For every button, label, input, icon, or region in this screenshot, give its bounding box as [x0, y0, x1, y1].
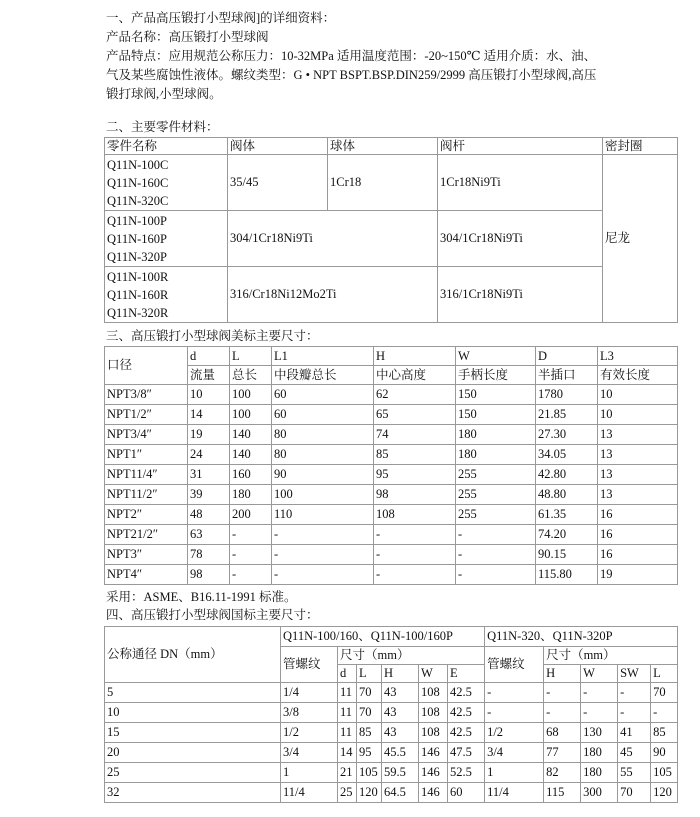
- table-row: [105, 565, 678, 585]
- table-header-row: [105, 347, 678, 366]
- table-row: [105, 405, 678, 425]
- table-header-cell: 公称通径 DN（mm）: [105, 627, 281, 683]
- section-2-heading: 二、主要零件材料：: [106, 120, 219, 134]
- table-cell: 14: [338, 743, 357, 763]
- symbol-cell: H: [374, 347, 456, 366]
- table-cell: NPT11/2″: [105, 485, 188, 505]
- table-header-cell: 口径: [105, 347, 188, 385]
- materials-table: [104, 137, 678, 323]
- dimension-name-cell: 有效长度: [598, 366, 678, 385]
- product-feature-line: 气及某些腐蚀性液体。螺纹类型：G • NPT BSPT.BSP.DIN259/2999 高压锻打小型球阀,高压: [106, 68, 597, 82]
- table-cell: 5: [105, 683, 281, 703]
- table-header-row: [105, 138, 678, 155]
- table-cell: 25: [105, 763, 281, 783]
- table-cell: 98: [374, 485, 456, 505]
- table-cell: 74.20: [536, 525, 598, 545]
- model-name: Q11N-100P: [107, 213, 167, 228]
- table-cell: 3/4: [485, 743, 544, 763]
- table-cell: 100: [272, 485, 374, 505]
- model-name: Q11N-320P: [107, 249, 167, 264]
- table-cell: 85: [357, 723, 382, 743]
- table-row: [105, 783, 678, 803]
- table-cell: 100: [230, 385, 272, 405]
- table-cell: 34.05: [536, 445, 598, 465]
- table-cell: 11: [338, 703, 357, 723]
- table-cell: 14: [188, 405, 230, 425]
- us-dimensions-body: [105, 385, 678, 585]
- table-cell: -: [485, 683, 544, 703]
- product-feature-line: 产品特点：应用规范公称压力：10-32MPa 适用温度范围：-20~150℃ 适用介质：水、油、: [106, 49, 597, 63]
- table-cell: 105: [357, 763, 382, 783]
- us-dimensions-table: [104, 346, 678, 585]
- model-list-cell: [105, 211, 228, 267]
- table-cell: 39: [188, 485, 230, 505]
- table-cell: -: [230, 565, 272, 585]
- symbol-cell: D: [536, 347, 598, 366]
- table-header-cell: 零件名称: [105, 138, 228, 155]
- table-row: [105, 743, 678, 763]
- table-cell: 85: [651, 723, 678, 743]
- stem-material-cell: 1Cr18Ni9Ti: [438, 155, 603, 211]
- table-row: [105, 505, 678, 525]
- stem-material-cell: 304/1Cr18Ni9Ti: [438, 211, 603, 267]
- table-cell: 80: [272, 445, 374, 465]
- table-cell: 90.15: [536, 545, 598, 565]
- table-cell: 180: [456, 445, 536, 465]
- table-cell: -: [374, 565, 456, 585]
- table-cell: 108: [419, 683, 448, 703]
- table-cell: 11/4: [485, 783, 544, 803]
- table-cell: -: [374, 525, 456, 545]
- table-cell: 140: [230, 425, 272, 445]
- table-cell: 1: [281, 763, 338, 783]
- table-cell: -: [456, 545, 536, 565]
- table-cell: NPT2″: [105, 505, 188, 525]
- table-cell: 60: [272, 405, 374, 425]
- table-cell: 21: [338, 763, 357, 783]
- symbol-cell: W: [419, 665, 448, 683]
- table-cell: 180: [581, 763, 618, 783]
- table-cell: 13: [598, 445, 678, 465]
- size-header: 尺寸（mm）: [338, 647, 485, 665]
- table-cell: 42.5: [448, 683, 485, 703]
- dimension-name-cell: 手柄长度: [456, 366, 536, 385]
- table-cell: -: [272, 565, 374, 585]
- table-cell: 16: [598, 505, 678, 525]
- section-3-heading: 三、高压锻打小型球阀美标主要尺寸：: [106, 329, 319, 343]
- table-cell: 77: [544, 743, 581, 763]
- model-name: Q11N-160R: [107, 287, 169, 302]
- table-row: [105, 723, 678, 743]
- standard-note: 采用：ASME、B16.11-1991 标准。: [106, 590, 297, 604]
- table-header-cell: 球体: [328, 138, 438, 155]
- table-cell: 100: [230, 405, 272, 425]
- table-cell: 13: [598, 465, 678, 485]
- table-cell: 60: [272, 385, 374, 405]
- table-cell: 10: [598, 385, 678, 405]
- table-cell: 42.5: [448, 703, 485, 723]
- table-cell: 1/2: [485, 723, 544, 743]
- table-cell: 120: [357, 783, 382, 803]
- ball-material-cell: 1Cr18: [328, 155, 438, 211]
- section-1-heading: 一、产品高压锻打小型球阀]的详细资料：: [106, 11, 336, 25]
- table-cell: 95: [374, 465, 456, 485]
- table-cell: NPT3/8″: [105, 385, 188, 405]
- table-cell: 255: [456, 465, 536, 485]
- section-4-heading: 四、高压锻打小型球阀国标主要尺寸：: [106, 608, 319, 622]
- table-cell: 19: [188, 425, 230, 445]
- table-cell: 130: [581, 723, 618, 743]
- table-cell: 90: [651, 743, 678, 763]
- table-cell: 16: [598, 545, 678, 565]
- table-cell: 43: [382, 683, 419, 703]
- table-cell: 82: [544, 763, 581, 783]
- table-row: [105, 445, 678, 465]
- model-group-header: Q11N-320、Q11N-320P: [485, 627, 678, 647]
- product-name-line: 产品名称：高压锻打小型球阀: [106, 30, 269, 44]
- body-ball-material-cell: 316/Cr18Ni12Mo2Ti: [228, 267, 438, 323]
- table-cell: 70: [357, 683, 382, 703]
- symbol-cell: L: [651, 665, 678, 683]
- table-cell: 120: [651, 783, 678, 803]
- table-cell: 31: [188, 465, 230, 485]
- table-cell: 146: [419, 743, 448, 763]
- table-cell: 10: [105, 703, 281, 723]
- table-cell: 32: [105, 783, 281, 803]
- table-cell: 110: [272, 505, 374, 525]
- table-cell: 146: [419, 763, 448, 783]
- table-row: [105, 525, 678, 545]
- table-cell: 47.5: [448, 743, 485, 763]
- table-cell: 11/4: [281, 783, 338, 803]
- table-row: [105, 763, 678, 783]
- table-cell: 15: [105, 723, 281, 743]
- table-cell: 48: [188, 505, 230, 525]
- table-row: [105, 425, 678, 445]
- thread-header: 管螺纹: [281, 647, 338, 683]
- table-header-row: [105, 366, 678, 385]
- table-cell: 70: [357, 703, 382, 723]
- model-name: Q11N-320C: [107, 193, 169, 208]
- thread-header: 管螺纹: [485, 647, 544, 683]
- table-cell: 98: [188, 565, 230, 585]
- dimension-name-cell: 中心高度: [374, 366, 456, 385]
- table-cell: 160: [230, 465, 272, 485]
- product-feature-line: 锻打球阀,小型球阀。: [106, 87, 222, 101]
- table-cell: NPT1″: [105, 445, 188, 465]
- table-cell: -: [544, 683, 581, 703]
- table-cell: -: [230, 545, 272, 565]
- table-cell: 1/4: [281, 683, 338, 703]
- table-row: [105, 703, 678, 723]
- size-header: 尺寸（mm）: [544, 647, 678, 665]
- table-cell: -: [456, 525, 536, 545]
- table-cell: 19: [598, 565, 678, 585]
- table-cell: 45.5: [382, 743, 419, 763]
- table-row: [105, 211, 678, 267]
- symbol-cell: L1: [272, 347, 374, 366]
- table-cell: 64.5: [382, 783, 419, 803]
- table-cell: 108: [419, 723, 448, 743]
- table-cell: 13: [598, 425, 678, 445]
- body-material-cell: 35/45: [228, 155, 328, 211]
- table-cell: NPT1/2″: [105, 405, 188, 425]
- table-row: [105, 545, 678, 565]
- symbol-cell: SW: [618, 665, 651, 683]
- table-cell: 255: [456, 505, 536, 525]
- table-row: [105, 465, 678, 485]
- table-row: [105, 267, 678, 323]
- table-cell: 13: [598, 485, 678, 505]
- table-cell: 115: [544, 783, 581, 803]
- table-cell: 3/8: [281, 703, 338, 723]
- table-cell: 68: [544, 723, 581, 743]
- symbol-cell: d: [338, 665, 357, 683]
- seal-material-cell: 尼龙: [603, 155, 678, 323]
- symbol-cell: L: [230, 347, 272, 366]
- table-header-cell: 阀杆: [438, 138, 603, 155]
- table-row: [105, 485, 678, 505]
- table-cell: 108: [419, 703, 448, 723]
- table-cell: -: [272, 525, 374, 545]
- model-list-cell: [105, 267, 228, 323]
- table-cell: -: [485, 703, 544, 723]
- table-cell: 95: [357, 743, 382, 763]
- symbol-cell: H: [382, 665, 419, 683]
- table-cell: -: [581, 683, 618, 703]
- table-cell: 48.80: [536, 485, 598, 505]
- table-cell: 20: [105, 743, 281, 763]
- gb-dimensions-body: [105, 683, 678, 803]
- stem-material-cell: 316/1Cr18Ni9Ti: [438, 267, 603, 323]
- table-cell: -: [230, 525, 272, 545]
- table-cell: 180: [230, 485, 272, 505]
- table-cell: 85: [374, 445, 456, 465]
- table-cell: 150: [456, 405, 536, 425]
- table-cell: 255: [456, 485, 536, 505]
- table-cell: 1: [485, 763, 544, 783]
- table-cell: 140: [230, 445, 272, 465]
- table-cell: 74: [374, 425, 456, 445]
- table-cell: -: [544, 703, 581, 723]
- table-cell: 24: [188, 445, 230, 465]
- symbol-cell: E: [448, 665, 485, 683]
- dimension-name-cell: 半插口: [536, 366, 598, 385]
- table-cell: 10: [598, 405, 678, 425]
- table-cell: 70: [618, 783, 651, 803]
- model-name: Q11N-100C: [107, 157, 169, 172]
- table-cell: 41: [618, 723, 651, 743]
- table-cell: -: [618, 703, 651, 723]
- dimension-name-cell: 中段瓣总长: [272, 366, 374, 385]
- model-name: Q11N-160P: [107, 231, 167, 246]
- table-row: [105, 683, 678, 703]
- symbol-cell: L3: [598, 347, 678, 366]
- model-group-header: Q11N-100/160、Q11N-100/160P: [281, 627, 485, 647]
- table-cell: 42.5: [448, 723, 485, 743]
- table-cell: -: [581, 703, 618, 723]
- table-cell: 21.85: [536, 405, 598, 425]
- table-cell: 11: [338, 723, 357, 743]
- symbol-cell: L: [357, 665, 382, 683]
- model-name: Q11N-320R: [107, 305, 169, 320]
- table-cell: NPT11/4″: [105, 465, 188, 485]
- symbol-cell: W: [456, 347, 536, 366]
- table-cell: 16: [598, 525, 678, 545]
- table-cell: 63: [188, 525, 230, 545]
- symbol-cell: H: [544, 665, 581, 683]
- table-cell: 150: [456, 385, 536, 405]
- table-cell: 1780: [536, 385, 598, 405]
- table-cell: NPT3/4″: [105, 425, 188, 445]
- table-cell: 78: [188, 545, 230, 565]
- table-cell: -: [456, 565, 536, 585]
- dimension-name-cell: 总长: [230, 366, 272, 385]
- table-cell: 10: [188, 385, 230, 405]
- table-cell: 180: [581, 743, 618, 763]
- table-cell: 61.35: [536, 505, 598, 525]
- table-cell: NPT4″: [105, 565, 188, 585]
- model-list-cell: [105, 155, 228, 211]
- table-cell: 45: [618, 743, 651, 763]
- table-cell: 300: [581, 783, 618, 803]
- gb-dimensions-table: [104, 626, 678, 803]
- table-cell: 115.80: [536, 565, 598, 585]
- table-cell: 25: [338, 783, 357, 803]
- table-cell: 11: [338, 683, 357, 703]
- table-cell: 80: [272, 425, 374, 445]
- table-cell: 59.5: [382, 763, 419, 783]
- table-cell: 43: [382, 703, 419, 723]
- symbol-cell: W: [581, 665, 618, 683]
- table-row: [105, 385, 678, 405]
- table-cell: 180: [456, 425, 536, 445]
- table-cell: 27.30: [536, 425, 598, 445]
- table-header-cell: 密封圈: [603, 138, 678, 155]
- table-cell: 3/4: [281, 743, 338, 763]
- table-cell: 200: [230, 505, 272, 525]
- model-name: Q11N-100R: [107, 269, 169, 284]
- table-cell: 1/2: [281, 723, 338, 743]
- body-ball-material-cell: 304/1Cr18Ni9Ti: [228, 211, 438, 267]
- table-cell: -: [651, 703, 678, 723]
- table-cell: 62: [374, 385, 456, 405]
- table-cell: 52.5: [448, 763, 485, 783]
- table-header-row: [105, 627, 678, 647]
- table-cell: NPT21/2″: [105, 525, 188, 545]
- symbol-cell: d: [188, 347, 230, 366]
- table-cell: 146: [419, 783, 448, 803]
- table-header-cell: 阀体: [228, 138, 328, 155]
- dimension-name-cell: 流量: [188, 366, 230, 385]
- table-cell: 42.80: [536, 465, 598, 485]
- table-cell: 105: [651, 763, 678, 783]
- table-cell: 43: [382, 723, 419, 743]
- table-cell: 108: [374, 505, 456, 525]
- table-cell: 90: [272, 465, 374, 485]
- table-cell: 70: [651, 683, 678, 703]
- model-name: Q11N-160C: [107, 175, 169, 190]
- table-row: [105, 155, 678, 211]
- table-cell: 65: [374, 405, 456, 425]
- table-cell: 60: [448, 783, 485, 803]
- table-cell: NPT3″: [105, 545, 188, 565]
- table-cell: -: [272, 545, 374, 565]
- table-cell: 55: [618, 763, 651, 783]
- table-cell: -: [374, 545, 456, 565]
- table-cell: -: [618, 683, 651, 703]
